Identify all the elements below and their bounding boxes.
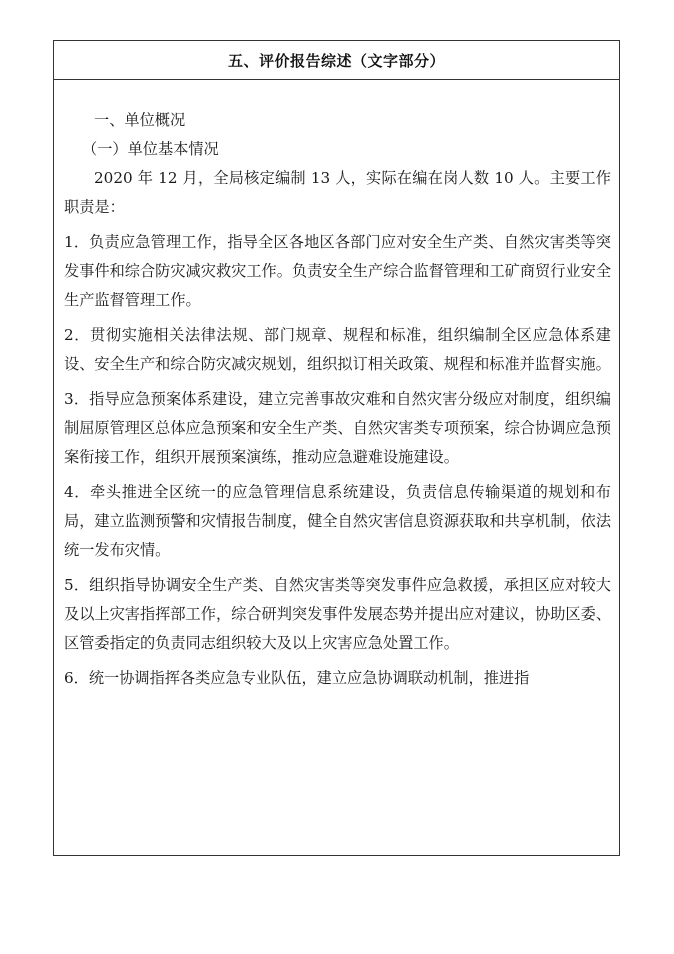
report-body <box>54 80 619 693</box>
duty-item-5: 5．组织指导协调安全生产类、自然灾害类等突发事件应急救援，承担区应对较大及以上灾害指挥部工作，综合研判突发事件发展态势并提出应对建议，协助区委、区管委指定的负责同志组织较大及以上灾害应急处置工作。 <box>64 576 611 652</box>
heading-unit-overview: 一、单位概况 <box>94 111 186 129</box>
duty-item-2: 2．贯彻实施相关法律法规、部门规章、规程和标准，组织编制全区应急体系建设、安全生产和综合防灾减灾规划，组织拟订相关政策、规程和标准并监督实施。 <box>64 326 611 373</box>
report-frame <box>53 40 620 856</box>
heading-basic-info: （一）单位基本情况 <box>82 140 219 158</box>
duty-item-3: 3．指导应急预案体系建设，建立完善事故灾难和自然灾害分级应对制度，组织编制屈原管理区总体应急预案和安全生产类、自然灾害类专项预案，综合协调应急预案衔接工作，组织开展预案演练，推动应急避难设施建设。 <box>64 390 611 466</box>
intro-paragraph: 2020 年 12 月，全局核定编制 13 人，实际在编在岗人数 10 人。主要工作职责是： <box>64 169 611 216</box>
duty-item-6: 6．统一协调指挥各类应急专业队伍，建立应急协调联动机制，推进指 <box>64 669 530 687</box>
duty-item-4: 4．牵头推进全区统一的应急管理信息系统建设，负责信息传输渠道的规划和布局，建立监测预警和灾情报告制度，健全自然灾害信息资源获取和共享机制，依法统一发布灾情。 <box>64 483 611 559</box>
title-row <box>54 41 619 80</box>
section-title: 五、评价报告综述（文字部分） <box>227 51 445 70</box>
duty-item-1: 1．负责应急管理工作，指导全区各地区各部门应对安全生产类、自然灾害类等突发事件和综合防灾减灾救灾工作。负责安全生产综合监督管理和工矿商贸行业安全生产监督管理工作。 <box>64 233 611 309</box>
